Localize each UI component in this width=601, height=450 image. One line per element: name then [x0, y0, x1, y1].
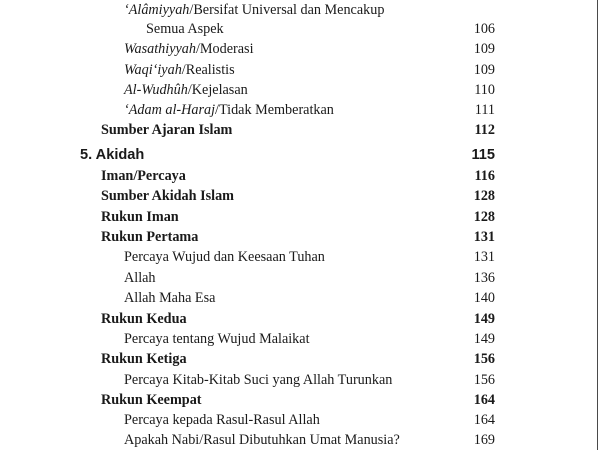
- toc-entry-title: Al-Wudhûh/Kejelasan: [124, 82, 248, 98]
- toc-entry-page: 109: [473, 41, 495, 57]
- toc-entry-percaya-rasul: [0, 410, 601, 430]
- toc-section-sumber-akidah-islam: [0, 186, 601, 206]
- toc-entry-title: Rukun Kedua: [101, 311, 187, 327]
- toc-entry-page: 164: [473, 392, 495, 408]
- toc-entry-page: 149: [473, 331, 495, 347]
- page-edge-divider: [597, 0, 598, 450]
- toc-entry-page: 106: [473, 21, 495, 37]
- toc-entry-page: 131: [473, 229, 495, 245]
- toc-section-iman-percaya: [0, 166, 601, 186]
- toc-entry-waqiiyah: [0, 60, 601, 80]
- toc-entry-title: Iman/Percaya: [101, 168, 186, 184]
- toc-entry-page: 149: [473, 311, 495, 327]
- toc-entry-page: 111: [474, 102, 495, 118]
- toc-entry-title: Semua Aspek: [146, 21, 224, 37]
- toc-entry-title: Percaya kepada Rasul-Rasul Allah: [124, 412, 320, 428]
- toc-section-rukun-pertama: [0, 227, 601, 247]
- toc-entry-apakah-nabi-rasul: [0, 430, 601, 450]
- toc-entry-percaya-kitab-suci: [0, 370, 601, 390]
- toc-section-rukun-iman: [0, 207, 601, 227]
- toc-entry-page: 128: [473, 209, 495, 225]
- toc-entry-title: Rukun Iman: [101, 209, 179, 225]
- toc-entry-page: 156: [473, 351, 495, 367]
- toc-entry-page: 156: [473, 372, 495, 388]
- toc-entry-title: Apakah Nabi/Rasul Dibutuhkan Umat Manusia?: [124, 432, 400, 448]
- toc-entry-page: 136: [473, 270, 495, 286]
- toc-entry-alamiyyah: [0, 0, 601, 20]
- toc-section-rukun-keempat: [0, 390, 601, 410]
- toc-entry-allah-maha-esa: [0, 288, 601, 308]
- toc-entry-percaya-wujud-keesaan: [0, 247, 601, 267]
- toc-entry-wasathiyyah: [0, 39, 601, 59]
- toc-entry-title: Percaya tentang Wujud Malaikat: [124, 331, 310, 347]
- toc-entry-title: Rukun Keempat: [101, 392, 202, 408]
- toc-entry-title: Allah: [124, 270, 156, 286]
- toc-entry-title: Rukun Ketiga: [101, 351, 187, 367]
- toc-entry-title: ‘Alâmiyyah/Bersifat Universal dan Mencakup: [124, 2, 385, 18]
- toc-entry-page: 109: [473, 62, 495, 78]
- toc-entry-page: 164: [473, 412, 495, 428]
- toc-entry-title: Percaya Wujud dan Keesaan Tuhan: [124, 249, 325, 265]
- toc-chapter-akidah: [0, 145, 601, 165]
- toc-entry-title: Percaya Kitab-Kitab Suci yang Allah Turunkan: [124, 372, 393, 388]
- toc-entry-page: 116: [474, 168, 495, 184]
- toc-entry-adam-al-haraj: [0, 100, 601, 120]
- toc-entry-page: 169: [473, 432, 495, 448]
- toc-entry-title: Sumber Akidah Islam: [101, 188, 234, 204]
- toc-entry-allah: [0, 268, 601, 288]
- toc-entry-page: 128: [473, 188, 495, 204]
- toc-entry-alamiyyah-continued: [0, 19, 601, 39]
- toc-entry-title: Waqi‘iyah/Realistis: [124, 62, 235, 78]
- toc-chapter-page: 115: [471, 147, 495, 163]
- toc-entry-page: 131: [473, 249, 495, 265]
- toc-entry-page: 112: [474, 122, 495, 138]
- toc-section-rukun-kedua: [0, 309, 601, 329]
- toc-section-rukun-ketiga: [0, 349, 601, 369]
- toc-section-sumber-ajaran-islam: [0, 120, 601, 140]
- toc-chapter-title: 5. Akidah: [80, 147, 145, 163]
- toc-entry-title: ‘Adam al-Haraj/Tidak Memberatkan: [124, 102, 334, 118]
- toc-entry-title: Allah Maha Esa: [124, 290, 216, 306]
- toc-entry-title: Wasathiyyah/Moderasi: [124, 41, 254, 57]
- toc-entry-page: 110: [474, 82, 495, 98]
- toc-entry-title: Sumber Ajaran Islam: [101, 122, 233, 138]
- toc-entry-percaya-malaikat: [0, 329, 601, 349]
- toc-entry-title: Rukun Pertama: [101, 229, 199, 245]
- toc-entry-al-wudhuh: [0, 80, 601, 100]
- toc-entry-page: 140: [473, 290, 495, 306]
